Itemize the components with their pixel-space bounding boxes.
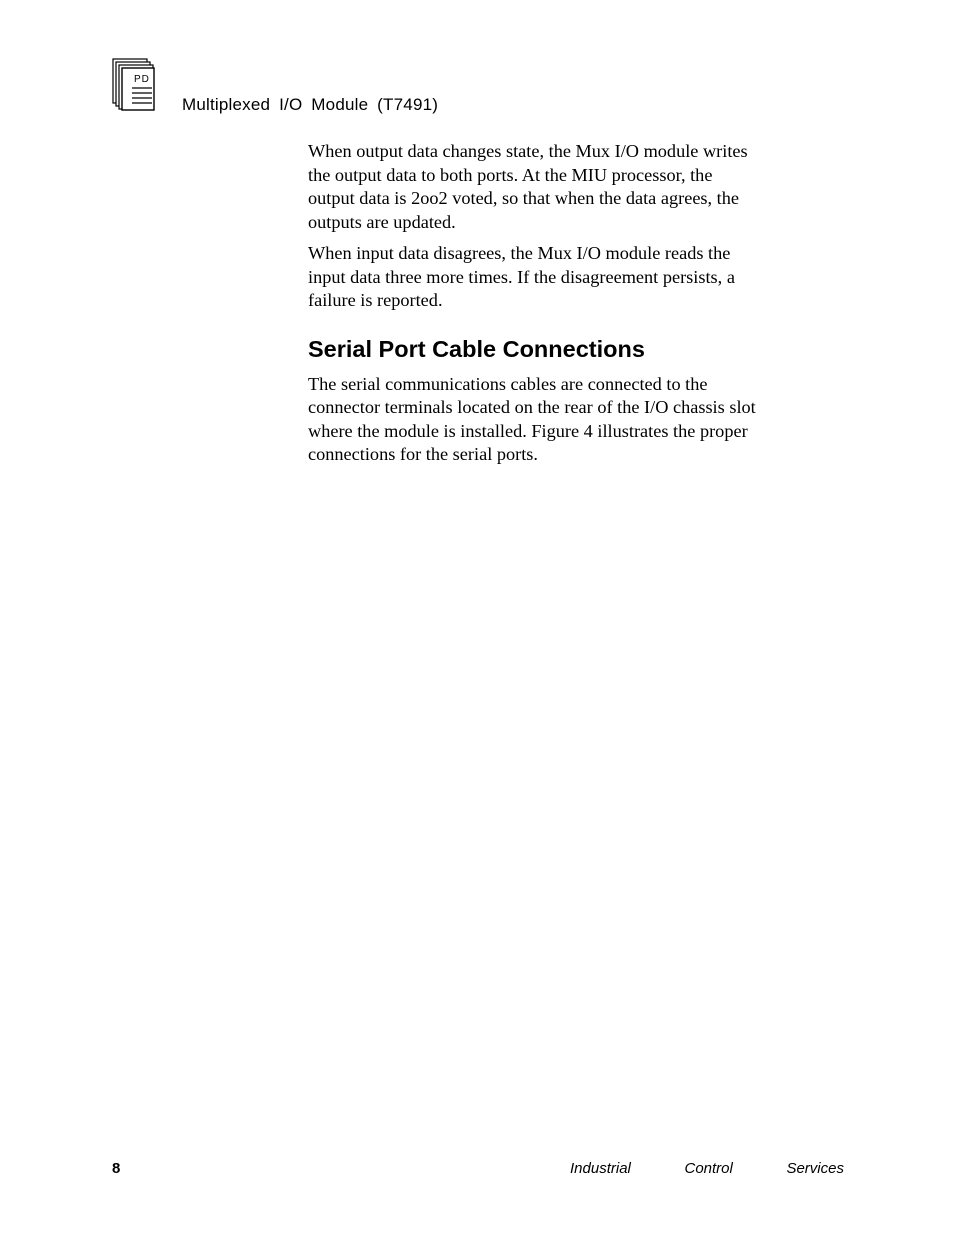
logo-text: PD — [134, 74, 150, 85]
page-number: 8 — [112, 1160, 121, 1177]
footer-word: Industrial — [570, 1160, 631, 1177]
document-stack-logo-icon — [112, 58, 156, 112]
paragraph-input-data: When input data disagrees, the Mux I/O module reads the input data three more times. If the disagreement persists, a failure is reported. — [308, 243, 735, 310]
footer-word: Control — [684, 1160, 733, 1177]
main-content — [308, 140, 848, 475]
footer-company-name — [570, 1160, 844, 1177]
section-heading: Serial Port Cable Connections — [308, 335, 645, 362]
paragraph-serial-cables: The serial communications cables are connected to the connector terminals located on the rear of the I/O chassis slot where the module is installed. Figure 4 illustrates the proper connections for the serial ports. — [308, 373, 756, 464]
footer-word: Services — [786, 1160, 844, 1177]
running-header-title: Multiplexed I/O Module (T7491) — [182, 95, 439, 114]
paragraph-output-data: When output data changes state, the Mux I/O module writes the output data to both ports. At the MIU processor, the output data is 2oo2 voted, so that when the data agrees, the outputs are updated. — [308, 141, 748, 232]
